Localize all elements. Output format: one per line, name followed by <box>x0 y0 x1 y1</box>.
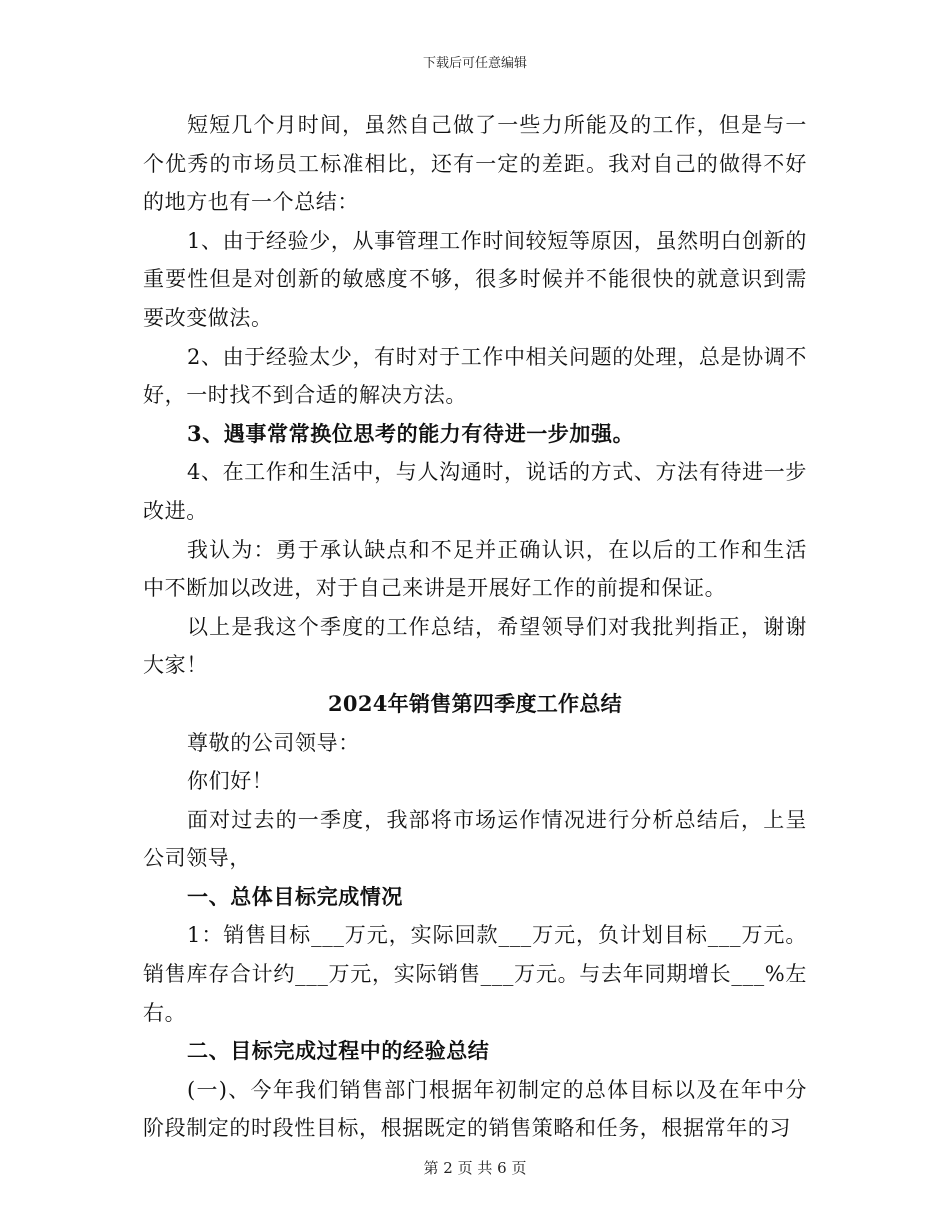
section-heading: 一、总体目标完成情况 <box>187 883 403 909</box>
paragraph: 1：销售目标___万元，实际回款___万元，负计划目标___万元。销售库存合计约___万元，实际销售___万元。与去年同期增长___%左右。 <box>143 923 807 1025</box>
page-footer: 第 2 页 共 6 页 <box>423 1159 527 1177</box>
paragraph: 我认为：勇于承认缺点和不足并正确认识，在以后的工作和生活中不断加以改进，对于自己来讲是开展好工作的前提和保证。 <box>143 537 807 601</box>
list-item: 3、遇事常常换位思考的能力有待进一步加强。 <box>187 420 635 446</box>
list-item: 1、由于经验少，从事管理工作时间较短等原因，虽然明白创新的重要性但是对创新的敏感度不够，很多时候并不能很快的就意识到需要改变做法。 <box>143 228 807 330</box>
paragraph: (一)、今年我们销售部门根据年初制定的总体目标以及在年中分阶段制定的时段性目标，根据既定的销售策略和任务，根据常年的习 <box>143 1077 807 1141</box>
greeting: 你们好！ <box>187 769 274 794</box>
page-header: 下载后可任意编辑 <box>422 56 527 71</box>
section-title: 2024年销售第四季度工作总结 <box>328 690 622 716</box>
paragraph: 以上是我这个季度的工作总结，希望领导们对我批判指正，谢谢大家！ <box>143 614 807 678</box>
list-item: 2、由于经验太少，有时对于工作中相关问题的处理，总是协调不好，一时找不到合适的解决方法。 <box>143 344 807 408</box>
document-body <box>143 106 807 1148</box>
section-heading: 二、目标完成过程中的经验总结 <box>187 1038 490 1064</box>
paragraph: 短短几个月时间，虽然自己做了一些力所能及的工作，但是与一个优秀的市场员工标准相比，还有一定的差距。我对自己的做得不好的地方也有一个总结： <box>143 113 807 215</box>
salutation: 尊敬的公司领导： <box>187 730 360 755</box>
paragraph: 面对过去的一季度，我部将市场运作情况进行分析总结后，上呈公司领导， <box>143 807 807 871</box>
list-item: 4、在工作和生活中，与人沟通时，说话的方式、方法有待进一步改进。 <box>143 460 807 523</box>
